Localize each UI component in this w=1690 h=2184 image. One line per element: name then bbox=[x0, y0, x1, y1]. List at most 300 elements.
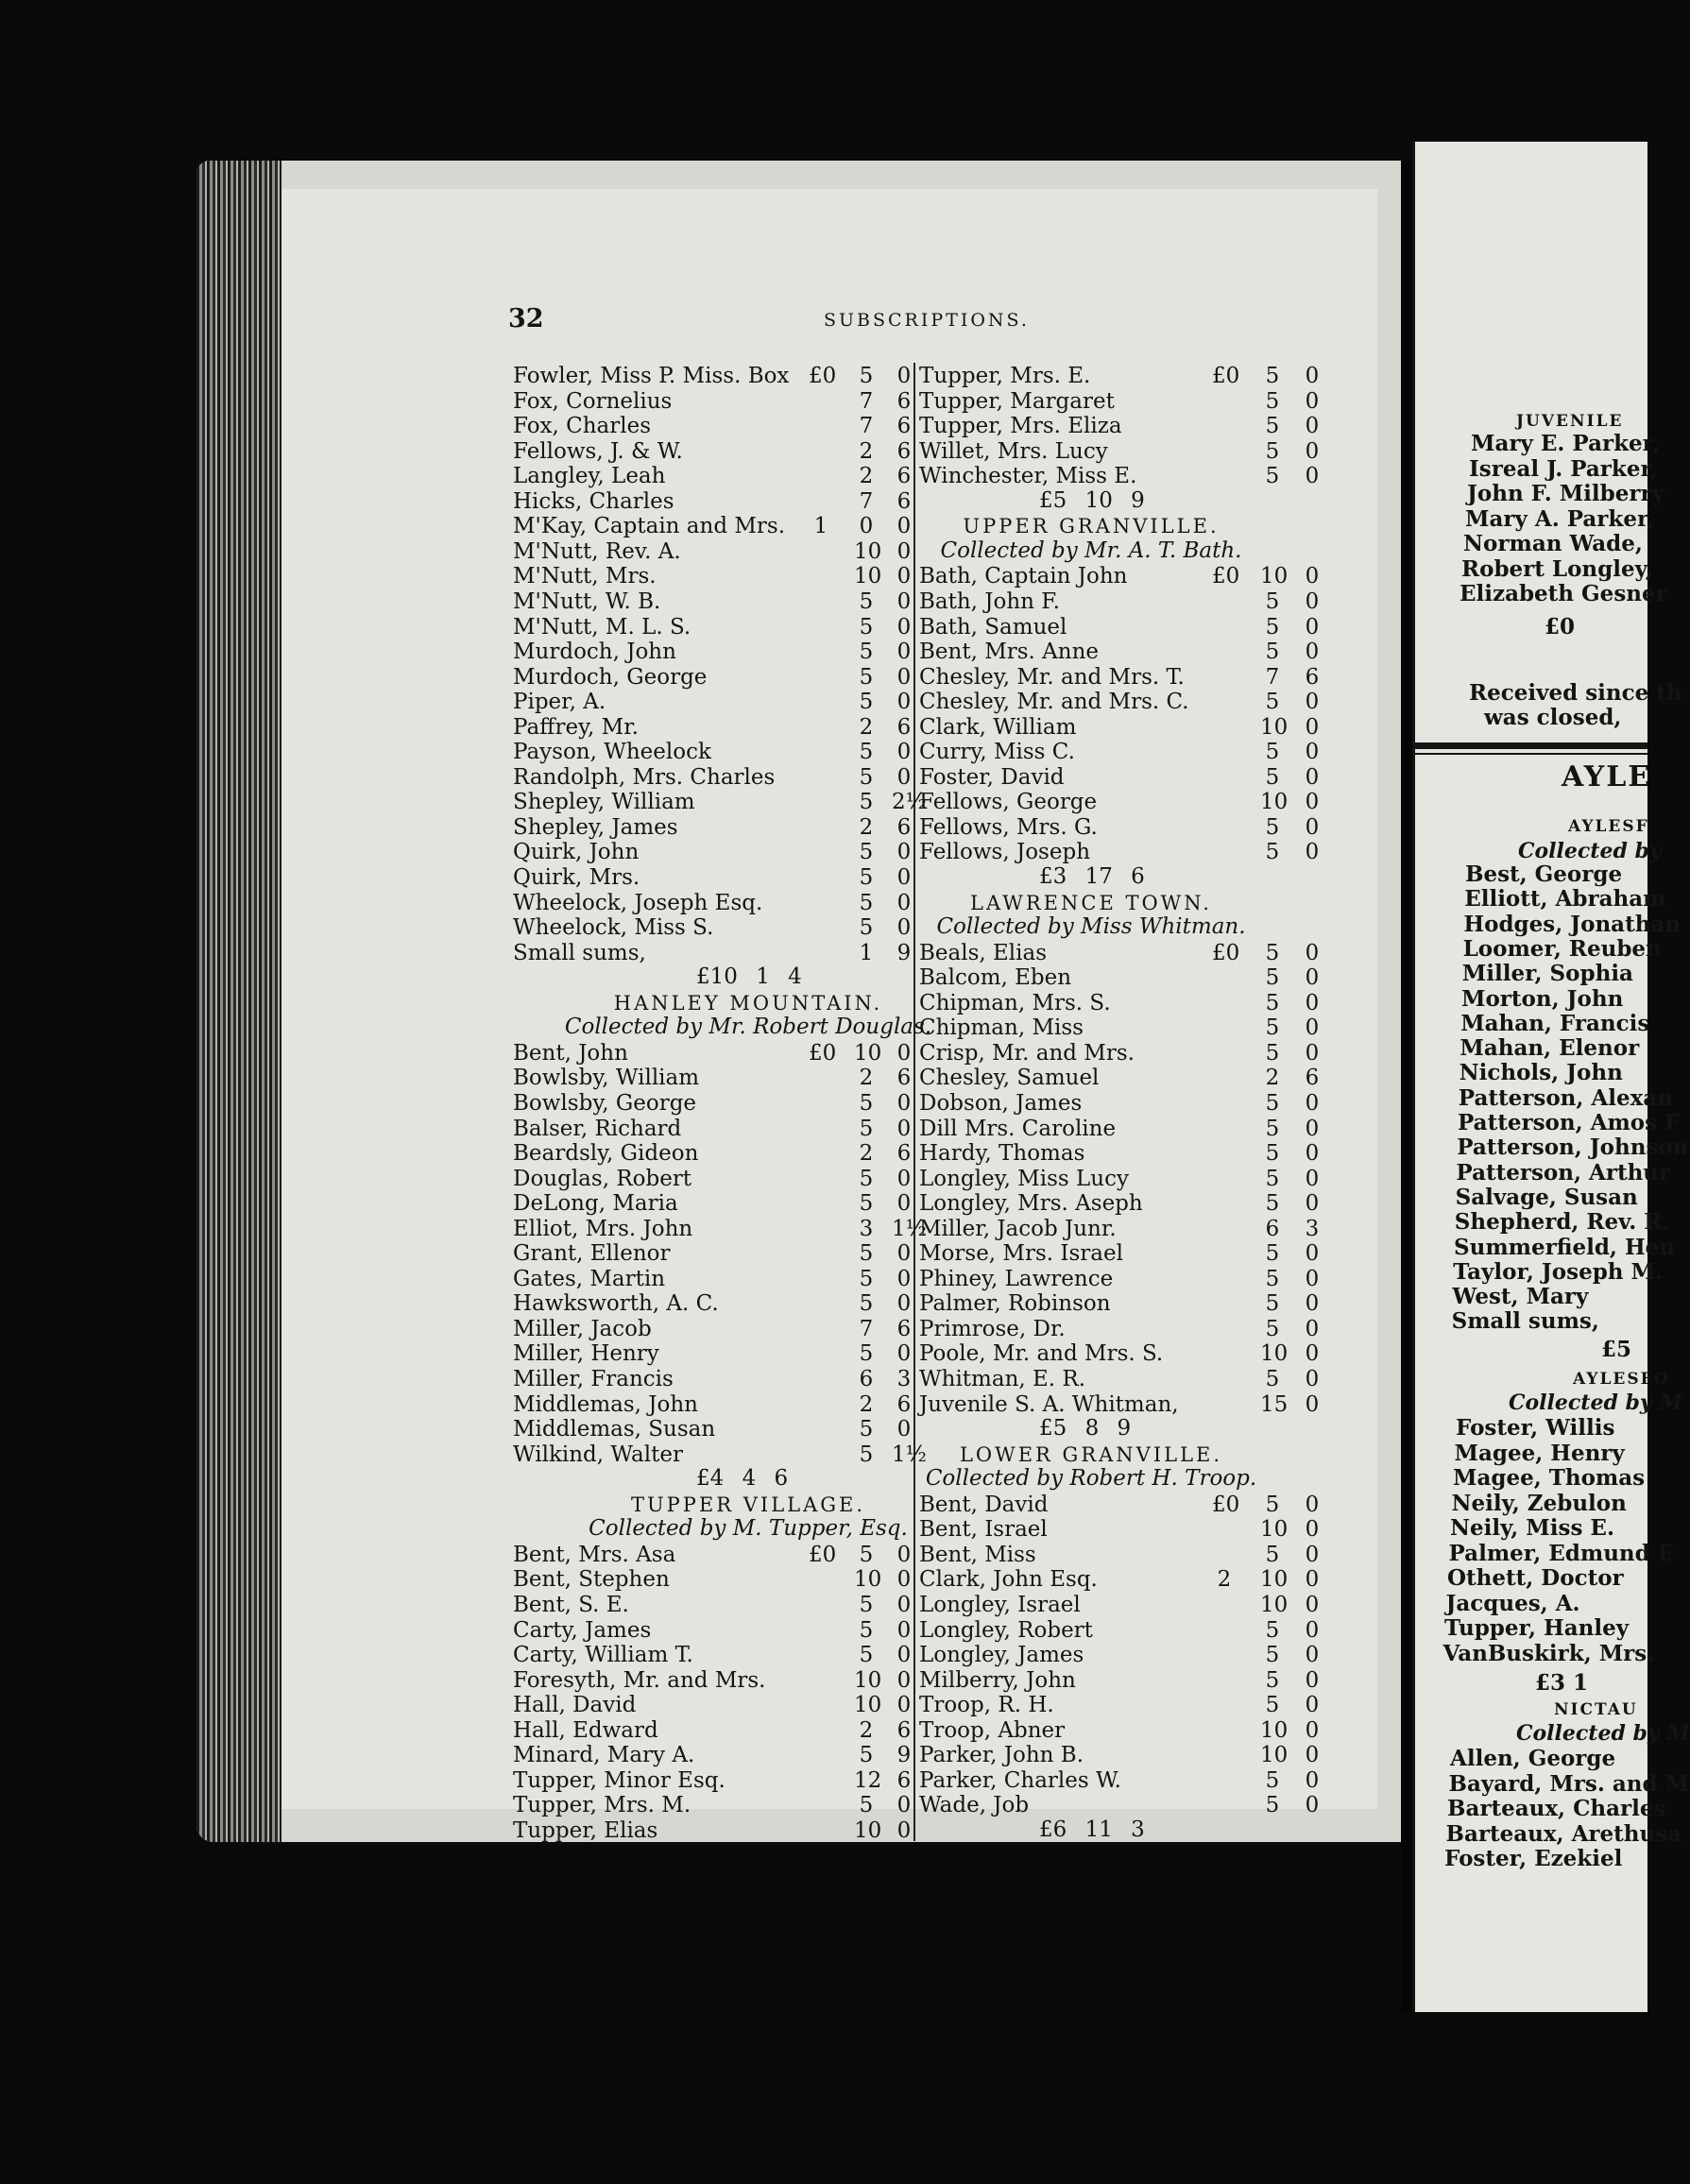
amount-pence: 0 bbox=[896, 1291, 912, 1317]
subscriber-name: Longley, Israel bbox=[919, 1592, 1081, 1617]
amount-pence: 0 bbox=[1305, 589, 1320, 614]
amount-pence: 0 bbox=[896, 764, 912, 790]
amount-shillings: 5 bbox=[859, 1592, 874, 1617]
subscriber-name: Clark, John Esq. bbox=[919, 1567, 1098, 1593]
subscriber-name: Morse, Mrs. Israel bbox=[919, 1241, 1123, 1267]
amount-pence: 6 bbox=[1305, 1066, 1320, 1091]
amount-pence: 0 bbox=[896, 538, 912, 564]
amount-pounds: £0 bbox=[1212, 364, 1240, 388]
amount-shillings: 5 bbox=[1265, 990, 1280, 1015]
amount-pence: 0 bbox=[896, 1090, 912, 1116]
amount-shillings: 5 bbox=[1265, 1617, 1280, 1643]
subscriber-name: M'Nutt, M. L. S. bbox=[513, 614, 691, 640]
subscriber-name: Middlemas, John bbox=[513, 1391, 698, 1417]
subscriber-name: Miller, Jacob bbox=[513, 1316, 652, 1341]
subscriber-name: M'Nutt, Rev. A. bbox=[513, 538, 681, 564]
facing-entry: Mahan, Elenor bbox=[1460, 1035, 1640, 1062]
amount-shillings: 5 bbox=[859, 364, 874, 388]
subscriber-name: Grant, Ellenor bbox=[513, 1241, 671, 1267]
subscriber-name: Parker, Charles W. bbox=[919, 1767, 1121, 1793]
subscriber-name: Fox, Cornelius bbox=[513, 388, 673, 414]
subscriber-name: Miller, Francis bbox=[513, 1367, 674, 1391]
amount-shillings: 10 bbox=[854, 1693, 882, 1718]
amount-shillings: 5 bbox=[859, 1241, 874, 1267]
amount-shillings: 2 bbox=[1265, 1066, 1280, 1091]
amount-shillings: 5 bbox=[1265, 1291, 1280, 1317]
subscriber-name: Tupper, Elias bbox=[513, 1817, 658, 1843]
facing-entry: Mary E. Parker, bbox=[1471, 431, 1661, 456]
amount-pence: 6 bbox=[896, 1141, 912, 1167]
subscriber-name: Tupper, Mrs. Eliza bbox=[919, 414, 1122, 439]
book-gutter bbox=[1401, 161, 1412, 2012]
amount-pence: 0 bbox=[896, 1817, 912, 1843]
amount-shillings: 5 bbox=[1265, 1367, 1280, 1391]
subscriber-name: Carty, William T. bbox=[513, 1643, 693, 1668]
amount-shillings: 5 bbox=[859, 890, 874, 915]
amount-shillings: 5 bbox=[859, 1542, 874, 1567]
subscriber-name: Shepley, William bbox=[513, 790, 695, 815]
collector-line: Collected by Mr. A. T. Bath. bbox=[940, 537, 1242, 563]
amount-shillings: 5 bbox=[1265, 740, 1280, 765]
collector-line: Collected by Robert H. Troop. bbox=[925, 1466, 1257, 1492]
facing-entry: Foster, Willis bbox=[1456, 1415, 1615, 1441]
subscriber-name: Hall, Edward bbox=[513, 1717, 658, 1743]
amount-shillings: 5 bbox=[859, 1442, 874, 1467]
subscriber-name: Phiney, Lawrence bbox=[919, 1266, 1114, 1291]
collector-line: Collected by Mr. Robert Douglas. bbox=[564, 1015, 932, 1040]
amount-pence: 6 bbox=[896, 1767, 912, 1793]
facing-total: £0 bbox=[1545, 614, 1576, 640]
facing-entry: Patterson, Amos F bbox=[1458, 1110, 1681, 1135]
amount-shillings: 5 bbox=[859, 1743, 874, 1768]
amount-shillings: 5 bbox=[859, 790, 874, 815]
subscriber-name: M'Kay, Captain and Mrs. bbox=[513, 514, 786, 539]
amount-pence: 6 bbox=[896, 1391, 912, 1417]
subscriber-name: Wheelock, Miss S. bbox=[513, 915, 714, 941]
subscriber-name: Bowlsby, William bbox=[513, 1066, 700, 1091]
amount-pence: 0 bbox=[1305, 1667, 1320, 1693]
facing-entry: Summerfield, Hen bbox=[1454, 1234, 1676, 1260]
amount-shillings: 7 bbox=[859, 1316, 874, 1341]
amount-pence: 0 bbox=[1305, 1693, 1320, 1718]
facing-entry: Tupper, Hanley bbox=[1444, 1615, 1630, 1641]
amount-shillings: 5 bbox=[1265, 1767, 1280, 1793]
amount-pounds: 2 bbox=[1217, 1567, 1232, 1593]
section-heading: UPPER GRANVILLE. bbox=[963, 515, 1220, 538]
subscriber-name: Bent, S. E. bbox=[513, 1592, 629, 1617]
subscriber-name: Chipman, Mrs. S. bbox=[919, 990, 1111, 1015]
amount-pence: 0 bbox=[1305, 1643, 1320, 1668]
amount-pence: 6 bbox=[896, 464, 912, 489]
subscriber-name: Palmer, Robinson bbox=[919, 1291, 1111, 1317]
subscriber-name: Hawksworth, A. C. bbox=[513, 1291, 719, 1317]
amount-shillings: 5 bbox=[1265, 764, 1280, 790]
amount-pence: 0 bbox=[896, 1643, 912, 1668]
amount-shillings: 10 bbox=[854, 538, 882, 564]
facing-entry: Barteaux, Charles bbox=[1447, 1796, 1666, 1821]
subscriber-name: Langley, Leah bbox=[513, 464, 666, 489]
facing-entry: Patterson, Alexan bbox=[1458, 1084, 1673, 1111]
amount-pence: 0 bbox=[896, 640, 912, 665]
amount-shillings: 5 bbox=[859, 1266, 874, 1291]
facing-entry: Miller, Sophia bbox=[1461, 961, 1633, 987]
amount-shillings: 10 bbox=[854, 1040, 882, 1066]
subscriber-name: Bowlsby, George bbox=[513, 1090, 697, 1116]
amount-shillings: 5 bbox=[859, 840, 874, 865]
section-total: £3 17 6 bbox=[1039, 864, 1145, 889]
amount-pence: 3 bbox=[896, 1367, 912, 1391]
subscriber-name: Parker, John B. bbox=[919, 1743, 1084, 1768]
amount-shillings: 2 bbox=[859, 1391, 874, 1417]
amount-pence: 0 bbox=[1305, 1141, 1320, 1167]
subscriber-name: Dobson, James bbox=[919, 1090, 1083, 1116]
amount-pence: 0 bbox=[1305, 1717, 1320, 1743]
amount-pence: 0 bbox=[896, 1793, 912, 1818]
amount-shillings: 2 bbox=[859, 464, 874, 489]
amount-shillings: 5 bbox=[1265, 690, 1280, 715]
subscriber-name: Balser, Richard bbox=[513, 1116, 682, 1141]
amount-shillings: 10 bbox=[1260, 564, 1289, 589]
amount-pence: 0 bbox=[896, 589, 912, 614]
amount-pence: 0 bbox=[896, 740, 912, 765]
amount-pence: 0 bbox=[1305, 764, 1320, 790]
amount-pence: 0 bbox=[896, 364, 912, 388]
amount-shillings: 5 bbox=[859, 1793, 874, 1818]
amount-pence: 6 bbox=[896, 388, 912, 414]
facing-collector: Collected by M bbox=[1516, 1721, 1690, 1746]
facing-entry: Allen, George bbox=[1450, 1746, 1616, 1771]
amount-shillings: 0 bbox=[859, 514, 874, 539]
amount-pence: 0 bbox=[1305, 1492, 1320, 1517]
amount-pence: 0 bbox=[1305, 740, 1320, 765]
amount-pence: 0 bbox=[1305, 1116, 1320, 1141]
amount-shillings: 5 bbox=[859, 865, 874, 890]
subscriber-name: Tupper, Mrs. M. bbox=[513, 1793, 691, 1818]
facing-note: was closed, bbox=[1484, 705, 1622, 730]
amount-pence: 0 bbox=[896, 514, 912, 539]
facing-collector: Collected by bbox=[1518, 839, 1662, 863]
facing-collector: Collected by M bbox=[1509, 1391, 1682, 1415]
facing-big-heading: AYLE bbox=[1562, 760, 1652, 793]
amount-pence: 0 bbox=[896, 1693, 912, 1718]
amount-shillings: 7 bbox=[1265, 664, 1280, 690]
amount-pence: 0 bbox=[896, 1417, 912, 1442]
amount-shillings: 2 bbox=[859, 1066, 874, 1091]
facing-entry: Neily, Zebulon bbox=[1451, 1490, 1627, 1516]
amount-shillings: 5 bbox=[859, 690, 874, 715]
amount-pence: 0 bbox=[1305, 965, 1320, 991]
subscriber-name: Bath, Samuel bbox=[919, 614, 1067, 640]
subscriber-name: Fowler, Miss P. Miss. Box bbox=[513, 364, 790, 388]
amount-pence: 0 bbox=[896, 1341, 912, 1367]
amount-shillings: 7 bbox=[859, 388, 874, 414]
amount-shillings: 5 bbox=[1265, 1116, 1280, 1141]
amount-pence: 3 bbox=[1305, 1216, 1320, 1241]
amount-pence: 1½ bbox=[892, 1442, 927, 1467]
section-total: £10 1 4 bbox=[696, 964, 802, 990]
section-total: £5 10 9 bbox=[1039, 487, 1145, 513]
facing-entry: Loomer, Reuben bbox=[1462, 935, 1662, 962]
amount-pence: 0 bbox=[1305, 814, 1320, 840]
amount-pence: 0 bbox=[1305, 690, 1320, 715]
amount-shillings: 5 bbox=[1265, 1015, 1280, 1041]
amount-pence: 0 bbox=[1305, 464, 1320, 489]
amount-shillings: 5 bbox=[1265, 1040, 1280, 1066]
subscriber-name: Bent, John bbox=[513, 1040, 628, 1066]
amount-pence: 0 bbox=[1305, 940, 1320, 965]
amount-pence: 0 bbox=[896, 1617, 912, 1643]
subscriber-name: Whitman, E. R. bbox=[919, 1367, 1086, 1391]
amount-shillings: 5 bbox=[1265, 589, 1280, 614]
section-total: £5 8 9 bbox=[1039, 1416, 1132, 1442]
amount-shillings: 10 bbox=[1260, 1743, 1289, 1768]
subscriber-name: Tupper, Mrs. E. bbox=[919, 364, 1091, 388]
amount-shillings: 12 bbox=[854, 1767, 882, 1793]
facing-page-rule-left bbox=[1412, 142, 1415, 2012]
amount-shillings: 5 bbox=[859, 1291, 874, 1317]
subscriber-name: Winchester, Miss E. bbox=[919, 464, 1137, 489]
facing-entry: Morton, John bbox=[1461, 985, 1624, 1012]
amount-shillings: 5 bbox=[1265, 1191, 1280, 1217]
amount-shillings: 10 bbox=[1260, 790, 1289, 815]
subscriber-name: Bent, Israel bbox=[919, 1517, 1048, 1543]
subscriber-name: Murdoch, George bbox=[513, 664, 708, 690]
facing-entry: Bayard, Mrs. and M bbox=[1448, 1770, 1690, 1797]
amount-pence: 0 bbox=[896, 1040, 912, 1066]
subscriber-name: Wilkind, Walter bbox=[513, 1442, 683, 1467]
facing-entry: VanBuskirk, Mrs. bbox=[1442, 1640, 1655, 1666]
amount-shillings: 5 bbox=[859, 915, 874, 941]
facing-entry: Foster, Ezekiel bbox=[1444, 1846, 1623, 1871]
amount-shillings: 2 bbox=[859, 714, 874, 740]
subscriber-name: Minard, Mary A. bbox=[513, 1743, 695, 1768]
subscriber-name: Balcom, Eben bbox=[919, 965, 1072, 991]
collector-line: Collected by Miss Whitman. bbox=[936, 914, 1246, 940]
amount-shillings: 5 bbox=[1265, 414, 1280, 439]
collector-line: Collected by M. Tupper, Esq. bbox=[589, 1516, 908, 1542]
amount-shillings: 5 bbox=[1265, 1793, 1280, 1818]
amount-shillings: 5 bbox=[859, 589, 874, 614]
amount-pence: 0 bbox=[896, 1116, 912, 1141]
facing-entry: Elizabeth Gesner bbox=[1460, 581, 1667, 606]
amount-shillings: 5 bbox=[859, 1166, 874, 1191]
amount-shillings: 5 bbox=[1265, 364, 1280, 388]
amount-pence: 0 bbox=[1305, 1617, 1320, 1643]
amount-shillings: 2 bbox=[859, 438, 874, 464]
amount-shillings: 5 bbox=[859, 740, 874, 765]
subscriber-name: Juvenile S. A. Whitman, bbox=[919, 1391, 1179, 1417]
facing-entry: Isreal J. Parker, bbox=[1469, 455, 1658, 482]
subscriber-name: Curry, Miss C. bbox=[919, 740, 1075, 765]
facing-entry: Nichols, John bbox=[1459, 1060, 1623, 1086]
amount-shillings: 7 bbox=[859, 488, 874, 514]
facing-entry: Taylor, Joseph M. bbox=[1453, 1258, 1663, 1285]
amount-shillings: 5 bbox=[1265, 1667, 1280, 1693]
subscriber-name: Fellows, Mrs. G. bbox=[919, 814, 1098, 840]
amount-pence: 0 bbox=[1305, 1542, 1320, 1567]
facing-sub-heading: AYLESFO bbox=[1573, 1370, 1670, 1389]
section-heading: LOWER GRANVILLE. bbox=[959, 1442, 1223, 1466]
amount-shillings: 5 bbox=[859, 664, 874, 690]
amount-shillings: 10 bbox=[854, 1667, 882, 1693]
amount-pence: 0 bbox=[896, 664, 912, 690]
facing-entry: Norman Wade, bbox=[1463, 531, 1643, 556]
amount-shillings: 15 bbox=[1260, 1391, 1289, 1417]
facing-entry: Barteaux, Arethusa bbox=[1445, 1820, 1682, 1847]
amount-shillings: 10 bbox=[854, 1567, 882, 1593]
amount-shillings: 6 bbox=[1265, 1216, 1280, 1241]
amount-pence: 0 bbox=[1305, 1090, 1320, 1116]
facing-entry: West, Mary bbox=[1452, 1284, 1589, 1310]
amount-pence: 0 bbox=[896, 1592, 912, 1617]
amount-pence: 0 bbox=[1305, 1517, 1320, 1543]
amount-pence: 0 bbox=[1305, 1040, 1320, 1066]
amount-shillings: 10 bbox=[1260, 714, 1289, 740]
amount-shillings: 10 bbox=[1260, 1567, 1289, 1593]
subscriber-name: Chipman, Miss bbox=[919, 1015, 1084, 1041]
amount-pence: 0 bbox=[1305, 438, 1320, 464]
amount-pence: 6 bbox=[896, 1717, 912, 1743]
amount-pence: 6 bbox=[896, 1316, 912, 1341]
facing-rule bbox=[1412, 753, 1647, 755]
amount-pence: 0 bbox=[1305, 1767, 1320, 1793]
subscriber-name: Paffrey, Mr. bbox=[513, 714, 639, 740]
subscriber-name: Longley, Miss Lucy bbox=[919, 1166, 1129, 1191]
subscriber-name: Quirk, Mrs. bbox=[513, 865, 640, 890]
facing-page bbox=[1412, 142, 1690, 2012]
amount-shillings: 5 bbox=[1265, 1241, 1280, 1267]
amount-pence: 0 bbox=[896, 1191, 912, 1217]
amount-pence: 0 bbox=[896, 1166, 912, 1191]
facing-entry: Elliott, Abraham bbox=[1464, 886, 1666, 913]
amount-shillings: 5 bbox=[1265, 1166, 1280, 1191]
facing-total: £3 1 bbox=[1535, 1670, 1589, 1696]
subscriber-name: Tupper, Margaret bbox=[919, 388, 1115, 414]
subscriber-name: Longley, James bbox=[919, 1643, 1084, 1668]
amount-pence: 0 bbox=[896, 564, 912, 589]
subscriber-name: Bent, David bbox=[919, 1492, 1049, 1517]
subscriber-name: Middlemas, Susan bbox=[513, 1417, 716, 1442]
amount-pence: 0 bbox=[896, 865, 912, 890]
subscriber-name: Gates, Martin bbox=[513, 1266, 666, 1291]
section-total: £4 4 6 bbox=[696, 1466, 789, 1492]
amount-shillings: 5 bbox=[1265, 1693, 1280, 1718]
amount-pence: 6 bbox=[896, 1066, 912, 1091]
amount-pence: 0 bbox=[1305, 1743, 1320, 1768]
facing-entry: Robert Longley, bbox=[1461, 555, 1653, 582]
subscriber-name: Elliot, Mrs. John bbox=[513, 1216, 693, 1241]
amount-shillings: 10 bbox=[854, 1817, 882, 1843]
subscriber-name: Troop, Abner bbox=[919, 1717, 1066, 1743]
facing-entry: Shepherd, Rev. R. bbox=[1454, 1209, 1670, 1236]
amount-shillings: 10 bbox=[854, 564, 882, 589]
amount-pence: 0 bbox=[1305, 1191, 1320, 1217]
subscriber-name: Bent, Miss bbox=[919, 1542, 1036, 1567]
amount-shillings: 1 bbox=[859, 940, 874, 965]
facing-entry: Patterson, Johnson bbox=[1457, 1135, 1689, 1161]
amount-pence: 0 bbox=[896, 614, 912, 640]
amount-pence: 2½ bbox=[892, 790, 927, 815]
amount-pence: 0 bbox=[1305, 1015, 1320, 1041]
amount-pence: 0 bbox=[1305, 1592, 1320, 1617]
amount-pence: 0 bbox=[1305, 414, 1320, 439]
amount-shillings: 5 bbox=[859, 640, 874, 665]
subscriber-name: Dill Mrs. Caroline bbox=[919, 1116, 1117, 1141]
amount-shillings: 6 bbox=[859, 1367, 874, 1391]
amount-pounds: £0 bbox=[809, 1040, 837, 1066]
amount-pence: 0 bbox=[1305, 990, 1320, 1015]
amount-pence: 6 bbox=[896, 488, 912, 514]
section-total: £6 11 3 bbox=[1039, 1817, 1145, 1842]
amount-pence: 6 bbox=[896, 814, 912, 840]
subscriber-name: Bent, Mrs. Anne bbox=[919, 640, 1100, 665]
amount-pence: 0 bbox=[1305, 840, 1320, 865]
amount-pence: 6 bbox=[896, 438, 912, 464]
running-head: SUBSCRIPTIONS. bbox=[824, 310, 1030, 331]
amount-shillings: 5 bbox=[1265, 1643, 1280, 1668]
amount-pounds: £0 bbox=[809, 364, 837, 388]
subscriber-name: Foresyth, Mr. and Mrs. bbox=[513, 1667, 766, 1693]
amount-shillings: 2 bbox=[859, 814, 874, 840]
amount-shillings: 5 bbox=[1265, 438, 1280, 464]
facing-entry: Mahan, Francis bbox=[1460, 1010, 1650, 1036]
amount-shillings: 2 bbox=[859, 1141, 874, 1167]
facing-entry: Neily, Miss E. bbox=[1450, 1515, 1614, 1541]
amount-shillings: 5 bbox=[1265, 1090, 1280, 1116]
subscriber-name: Wade, Job bbox=[919, 1793, 1030, 1818]
facing-sub-heading: NICTAU bbox=[1554, 1700, 1638, 1719]
subscriber-name: Payson, Wheelock bbox=[513, 740, 711, 765]
subscriber-name: Quirk, John bbox=[513, 840, 640, 865]
subscriber-name: Fellows, J. & W. bbox=[513, 438, 683, 464]
subscriber-name: Chesley, Mr. and Mrs. C. bbox=[919, 690, 1189, 715]
subscriber-name: Tupper, Minor Esq. bbox=[513, 1767, 726, 1793]
subscriber-name: Hall, David bbox=[513, 1693, 637, 1718]
subscriber-name: Bath, Captain John bbox=[919, 564, 1128, 589]
amount-shillings: 5 bbox=[1265, 1266, 1280, 1291]
amount-shillings: 5 bbox=[859, 1116, 874, 1141]
amount-pence: 0 bbox=[1305, 790, 1320, 815]
section-heading: HANLEY MOUNTAIN. bbox=[613, 991, 883, 1015]
amount-pence: 0 bbox=[1305, 1567, 1320, 1593]
facing-double-rule bbox=[1412, 742, 1647, 749]
amount-pence: 6 bbox=[896, 714, 912, 740]
subscriber-name: Fellows, Joseph bbox=[919, 840, 1091, 865]
amount-pence: 0 bbox=[1305, 640, 1320, 665]
amount-pence: 0 bbox=[1305, 364, 1320, 388]
subscriber-name: M'Nutt, W. B. bbox=[513, 589, 661, 614]
amount-shillings: 5 bbox=[859, 1617, 874, 1643]
amount-pence: 6 bbox=[896, 414, 912, 439]
amount-pounds: 1 bbox=[813, 514, 828, 539]
facing-entry: Magee, Henry bbox=[1454, 1440, 1625, 1466]
amount-pence: 0 bbox=[1305, 388, 1320, 414]
amount-pence: 0 bbox=[1305, 614, 1320, 640]
subscriber-name: Willet, Mrs. Lucy bbox=[919, 438, 1108, 464]
subscriber-name: Hardy, Thomas bbox=[919, 1141, 1085, 1167]
amount-shillings: 5 bbox=[1265, 614, 1280, 640]
facing-sub-heading: AYLESF bbox=[1568, 817, 1649, 836]
amount-pence: 0 bbox=[896, 915, 912, 941]
amount-pence: 0 bbox=[1305, 1316, 1320, 1341]
subscriber-name: Chesley, Samuel bbox=[919, 1066, 1100, 1091]
facing-entry: Salvage, Susan bbox=[1455, 1184, 1638, 1210]
amount-pence: 0 bbox=[896, 1667, 912, 1693]
subscriber-name: Fellows, George bbox=[919, 790, 1098, 815]
facing-entry: Small sums, bbox=[1451, 1308, 1599, 1335]
amount-shillings: 5 bbox=[1265, 1492, 1280, 1517]
subscriber-name: Troop, R. H. bbox=[919, 1693, 1054, 1718]
